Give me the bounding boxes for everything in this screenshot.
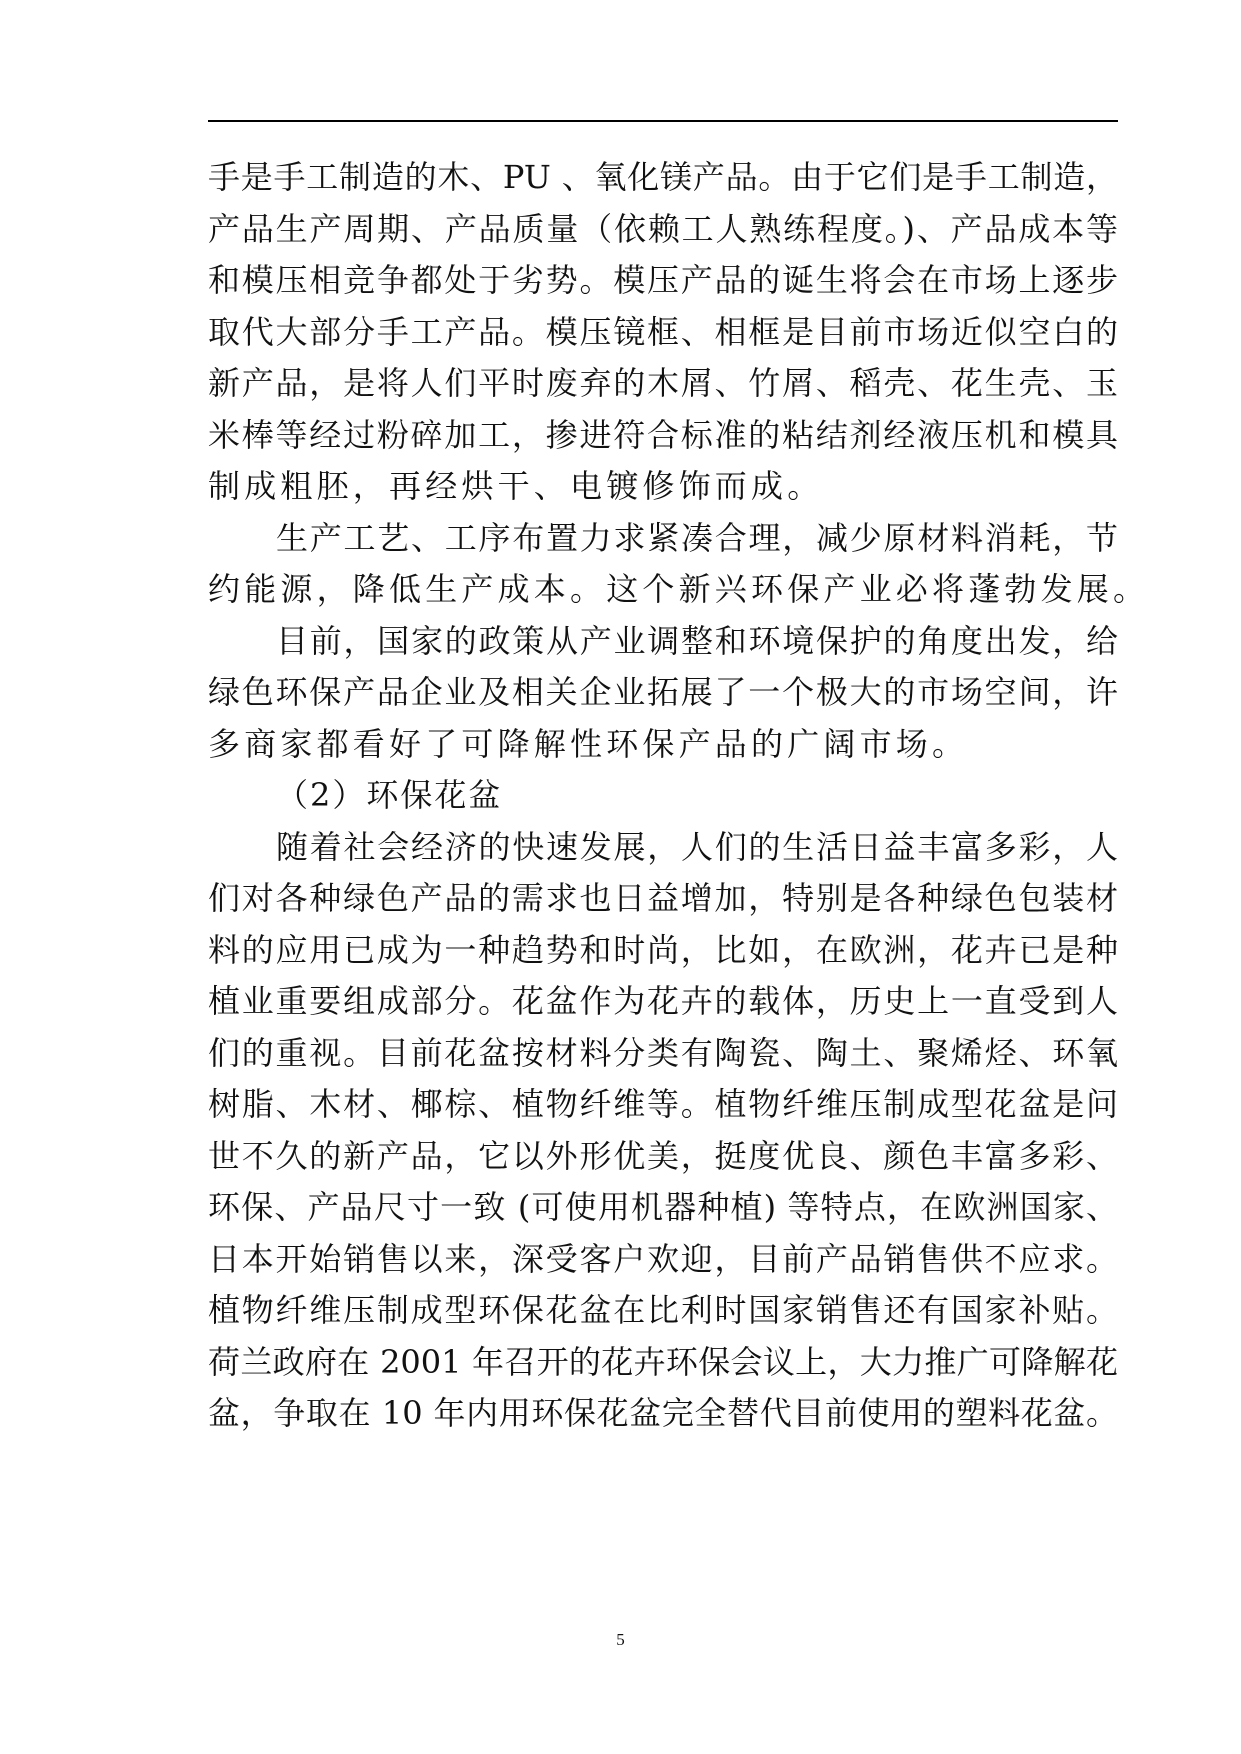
text-line: 植物纤维压制成型环保花盆在比利时国家销售还有国家补贴。 xyxy=(208,1291,1118,1329)
text-line: 产品生产周期、产品质量（依赖工人熟练程度。)、产品成本等 xyxy=(208,209,1118,248)
header-rule xyxy=(208,120,1118,122)
text-line: 约能源，降低生产成本。这个新兴环保产业必将蓬勃发展。 xyxy=(208,570,1150,608)
text-line: 米棒等经过粉碎加工，掺进符合标准的粘结剂经液压机和模具 xyxy=(208,415,1118,454)
text-line: 荷兰政府在 2001 年召开的花卉环保会议上，大力推广可降解花 xyxy=(208,1342,1118,1381)
text-line: 日本开始销售以来，深受客户欢迎，目前产品销售供不应求。 xyxy=(208,1239,1118,1278)
text-line: 多商家都看好了可降解性环保产品的广阔市场。 xyxy=(208,724,969,763)
text-line: 随着社会经济的快速发展，人们的生活日益丰富多彩，人 xyxy=(276,827,1118,866)
text-line: 们的重视。目前花盆按材料分类有陶瓷、陶土、聚烯烃、环氧 xyxy=(208,1033,1118,1072)
body-text xyxy=(208,152,1150,1440)
text-line: 制成粗胚，再经烘干、电镀修饰而成。 xyxy=(208,467,824,505)
text-line: 植业重要组成部分。花盆作为花卉的载体，历史上一直受到人 xyxy=(208,982,1118,1020)
text-line: 环保、产品尺寸一致 (可使用机器种植) 等特点，在欧洲国家、 xyxy=(208,1188,1118,1226)
text-line: 世不久的新产品，它以外形优美，挺度优良、颜色丰富多彩、 xyxy=(208,1136,1118,1175)
text-line: 树脂、木材、椰棕、植物纤维等。植物纤维压制成型花盆是问 xyxy=(208,1085,1118,1123)
page-number: 5 xyxy=(616,1630,625,1649)
text-line: 手是手工制造的木、PU 、氧化镁产品。由于它们是手工制造， xyxy=(208,158,1118,196)
text-line: 目前，国家的政策从产业调整和环境保护的角度出发，给 xyxy=(276,621,1118,660)
text-line: 和模压相竞争都处于劣势。模压产品的诞生将会在市场上逐步 xyxy=(208,261,1118,299)
text-line: 盆，争取在 10 年内用环保花盆完全替代目前使用的塑料花盆。 xyxy=(208,1394,1118,1432)
text-line: 取代大部分手工产品。模压镜框、相框是目前市场近似空白的 xyxy=(208,312,1118,351)
text-line: 绿色环保产品企业及相关企业拓展了一个极大的市场空间，许 xyxy=(208,673,1118,711)
section-heading: （2）环保花盆 xyxy=(276,776,503,814)
text-line: 料的应用已成为一种趋势和时尚，比如，在欧洲，花卉已是种 xyxy=(208,930,1118,969)
text-line: 生产工艺、工序布置力求紧凑合理，减少原材料消耗，节 xyxy=(276,518,1118,557)
text-line: 新产品，是将人们平时废弃的木屑、竹屑、稻壳、花生壳、玉 xyxy=(208,364,1118,402)
text-line: 们对各种绿色产品的需求也日益增加，特别是各种绿色包装材 xyxy=(208,879,1118,917)
